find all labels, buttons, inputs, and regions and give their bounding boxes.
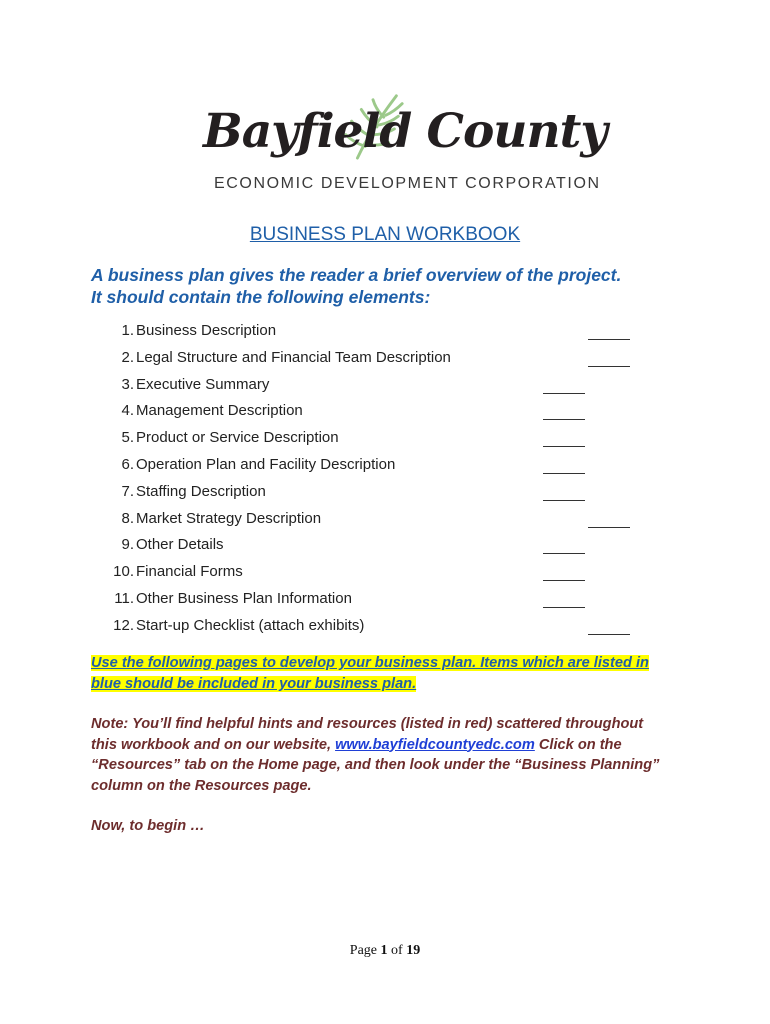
note-line-1: Note: You’ll find helpful hints and resources (listed in red) scattered throughout [91, 716, 644, 732]
checkbox-blank[interactable] [543, 432, 585, 447]
page-title: BUSINESS PLAN WORKBOOK [249, 224, 521, 245]
logo-subtitle: ECONOMIC DEVELOPMENT CORPORATION [214, 175, 601, 192]
checkbox-blank[interactable] [543, 593, 585, 608]
resources-note [91, 714, 721, 796]
checkbox-blank[interactable] [543, 459, 585, 474]
website-link[interactable]: www.bayfieldcountyedc.com [335, 736, 535, 753]
note-line-4: column on the Resources page. [91, 777, 312, 794]
checkbox-blank[interactable] [588, 325, 630, 340]
bayfield-county-logo [200, 88, 607, 200]
page-number: Page 1 of 19 [349, 943, 421, 958]
checkbox-blank[interactable] [588, 513, 630, 528]
intro-text [91, 264, 711, 308]
checkbox-blank[interactable] [588, 620, 630, 635]
begin-text: Now, to begin … [91, 818, 205, 834]
note-line-2: this workbook and on our website, www.bayfieldcountyedc.com Click on the [91, 736, 622, 753]
checkbox-blank[interactable] [543, 379, 585, 394]
checkbox-blank[interactable] [543, 405, 585, 420]
intro-line-1: A business plan gives the reader a brief overview of the project. [91, 265, 622, 285]
highlight-line-1: Use the following pages to develop your business plan. Items which are listed in [91, 655, 649, 671]
checkbox-blank[interactable] [543, 566, 585, 581]
checkbox-blank[interactable] [543, 539, 585, 554]
intro-line-2: It should contain the following elements: [91, 287, 431, 307]
highlighted-instructions [91, 653, 649, 695]
checkbox-blank[interactable] [588, 352, 630, 367]
highlight-line-2: blue should be included in your business plan. [91, 676, 417, 692]
checkbox-blank[interactable] [543, 486, 585, 501]
logo-wordmark: Bayfield County [203, 104, 607, 159]
note-line-3: “Resources” tab on the Home page, and then look under the “Business Planning” [91, 757, 660, 773]
